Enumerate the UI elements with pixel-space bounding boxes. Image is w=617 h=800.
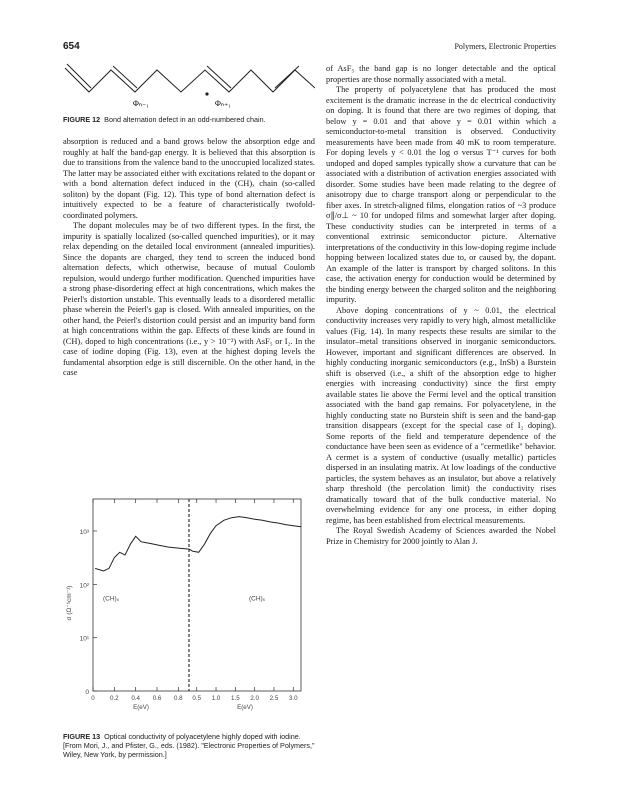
paragraph: Above doping concentrations of y ~ 0.01, the electrical conductivity increases very rapidly to very high, almost metalliclike values (Fig. 14). In many respects these results are similar to the insulator–metal transitions observed in inorganic semiconductors. However, important and significant differences are observed. In highly conducting inorganic semiconductors (e.g., InSb) a Burstein shift is observed (i.e., a shift of the absorption edge to higher energies with increasing conductivity) since the first empty available states lie above the Fermi level and the optical transition associated with the band gap remains. For polyacetylene, in the highly conducting state no Burstein shift is seen and the band-gap transition disappears (except for the special case of I₂ doping). Some reports of the field and temperature dependence of the conductance have been seen as evidence of a "cermetlike" behavior. A cermet is a system of conductive (usually metallic) particles dispersed in an insulating matrix. At low loadings of the conductive particles, the system behaves as an insulator, but above a relatively sharp threshold (the percolation limit) the conductivity rises dramatically toward that of the bulk conductive material. No overwhelming evidence for any one process, in either doping regime, has been established from electrical measurements. xyxy=(326,305,556,525)
x-tick-label: 0.8 xyxy=(174,695,183,702)
y-tick-label: 10² xyxy=(79,582,89,590)
series-label: (CH)ₓ xyxy=(103,595,119,603)
phi-label-left: Φₙ₋₁ xyxy=(133,99,150,108)
paragraph: of AsF₅ the band gap is no longer detectable and the optical properties are those normally associated with a metal. xyxy=(326,64,556,84)
figure-13-caption xyxy=(63,732,315,759)
figure-12-caption-label: FIGURE 12 xyxy=(63,115,101,124)
x-tick-label: 0.5 xyxy=(192,695,202,702)
double-bond-line xyxy=(275,66,299,88)
y-axis-label: σ (Ω⁻¹cm⁻¹) xyxy=(66,585,73,621)
left-column xyxy=(63,137,315,379)
x-tick-label: 0 xyxy=(91,695,95,702)
x-axis-label: E(eV) xyxy=(237,704,253,711)
paragraph: The dopant molecules may be of two different types. In the first, the impurity is spatially localized (so-called quenched impurities), or it may relax depending on the detailed local environment (annealed impurities). Since the dopants are charged, they tend to screen the induced bond alternation defects, which otherwise, because of mutual Coulomb repulsion, would undergo further modification. Quenched impurities have a strong phase-disordering effect at high concentrations, which makes the Peierl's distortion unstable. This eventually leads to a disordered metallic phase wherein the Peierl's gap is closed. With annealed impurities, on the other hand, the Peierl's distortion could persist and an impurity band form at high concentrations within the gap. Effects of these kinds are found in (CH)ₓ doped to high concentrations (i.e., y > 10⁻²) with AsF₅ or I₂. In the case of iodine doping (Fig. 13), even at the highest doping levels the fundamental absorption edge is still discernible. On the other hand, in the case xyxy=(63,221,315,377)
plot-frame xyxy=(93,499,301,691)
x-tick-label: 2.5 xyxy=(269,695,279,702)
x-tick-label: 0.6 xyxy=(152,695,162,702)
running-title: Polymers, Electronic Properties xyxy=(454,42,556,51)
double-bond-line xyxy=(67,64,91,88)
figure-12-diagram xyxy=(63,58,315,110)
x-tick-label: 1.5 xyxy=(231,695,240,702)
polymer-chain-line xyxy=(65,68,315,92)
figure-12-caption xyxy=(63,115,315,124)
x-axis-label: E(eV) xyxy=(133,704,149,711)
paragraph: The property of polyacetylene that has produced the most excitement is the dramatic increase in the dc electrical conductivity on doping. It is found that there are two regimes of doping, that below y = 0.01 and that above y = 0.01 within which a semiconductor-to-metal transition is observed. Conductivity measurements have been made from 40 mK to room temperature. For doping levels y < 0.01 the log σ versus T⁻¹ curves for both undoped and doped samples typically show a curvature that can be associated with a distribution of activation energies associated with disorder. Some studies have been made relating to the degree of anisotropy due to charge transport along or perpendicular to the fiber axes. In stretch-aligned films, elongation ratios of ~3 produce σ∥/σ⊥ ~ 10 for undoped films and somewhat larger after doping. These conductivity studies can be interpreted in terms of a conventional extrinsic semiconductor picture. Alternative interpretations of the conductivity in this low-doping regime include hopping between localized states due to, or caused by, the dopant. An example of the latter is transport by charged solitons. In this case, the activation energy for conduction would be determined by the binding energy between the charged soliton and the neighboring impurity. xyxy=(326,85,556,304)
right-column xyxy=(326,64,556,547)
double-bond-line xyxy=(207,66,231,88)
figure-13-caption-text: Optical conductivity of polyacetylene highly doped with iodine. [From Mori, J., and Pfister, G., eds. (1982). "Electronic Properties of Polymers," Wiley, New York, by permission.] xyxy=(63,732,315,759)
double-bond-line xyxy=(113,66,137,88)
figure-13-caption-label: FIGURE 13 xyxy=(63,732,101,741)
series-line xyxy=(189,517,301,553)
figure-12-caption-text: Bond alternation defect in an odd-numbered chain. xyxy=(104,115,266,124)
x-tick-label: 3.0 xyxy=(288,695,298,702)
page-number: 654 xyxy=(63,41,80,52)
y-tick-label: 10¹ xyxy=(79,635,89,643)
series-line xyxy=(95,536,189,571)
soliton-dot xyxy=(205,92,208,95)
phi-label-right: Φₙ₊₁ xyxy=(215,99,232,108)
series-label: (CH)ₓ xyxy=(249,595,265,603)
x-tick-label: 1.0 xyxy=(211,695,221,702)
y-tick-label: 0 xyxy=(85,689,89,696)
y-tick-label: 10³ xyxy=(79,529,89,536)
x-tick-label: 0.4 xyxy=(131,695,140,702)
paragraph: The Royal Swedish Academy of Sciences awarded the Nobel Prize in Chemistry for 2000 jointly to Alan J. xyxy=(326,526,556,546)
paragraph: absorption is reduced and a band grows below the absorption edge and roughly at half the band-gap energy. It is believed that this absorption is due to transitions from the valence band to the unoccupied localized states. The latter may be associated either with excitations related to the dopant or with a bond alternation defect induced in the (CH)ₓ chain (so-called soliton) by the dopant (Fig. 12). This type of bond alternation defect is intuitively expected to be a feature of characteristically twofold-coordinated polymers. xyxy=(63,137,315,220)
x-tick-label: 0.2 xyxy=(110,695,119,702)
x-tick-label: 2.0 xyxy=(250,695,259,702)
figure-13-chart xyxy=(63,493,315,715)
